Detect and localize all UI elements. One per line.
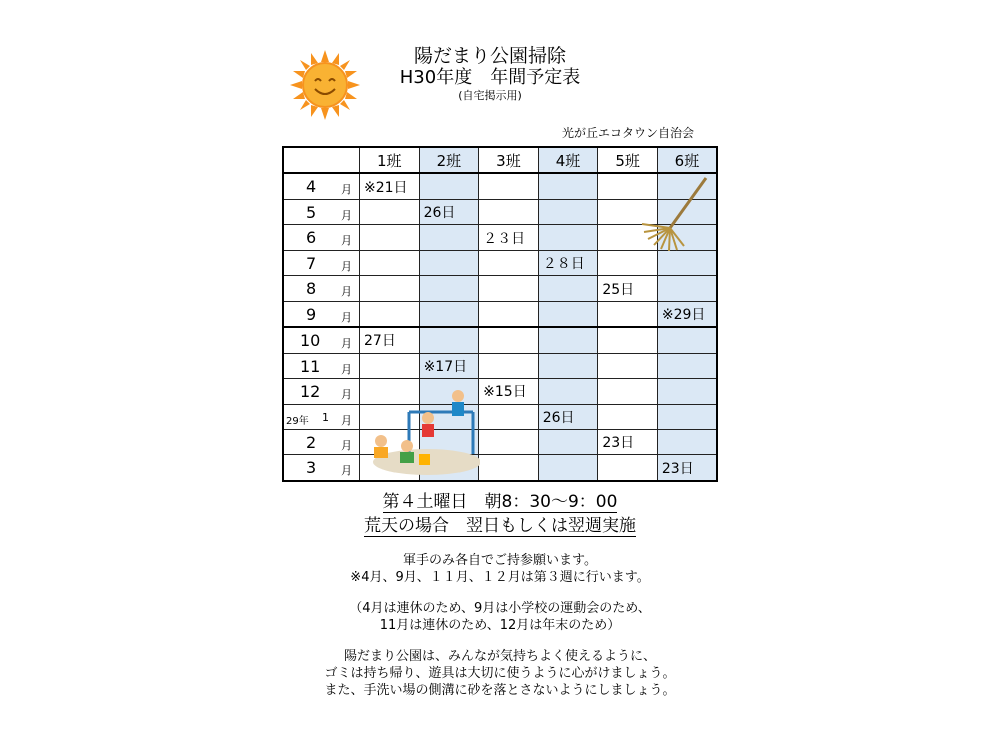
table-row — [283, 404, 717, 429]
month-number: 8 — [306, 279, 317, 299]
schedule-info — [0, 490, 1000, 538]
note-text: 陽だまり公園は、みんなが気持ちよく使えるように、 — [343, 649, 656, 664]
corner-cell — [283, 147, 360, 173]
table-cell — [538, 199, 598, 224]
year-label: 29年 — [286, 415, 309, 427]
table-cell — [538, 276, 598, 301]
table-cell — [479, 199, 539, 224]
month-unit: 月 — [341, 234, 352, 248]
table-cell — [538, 379, 598, 404]
month-number: 10 — [300, 331, 321, 351]
table-cell: ２３日 — [479, 225, 539, 250]
table-cell: 23日 — [598, 430, 658, 455]
table-cell: ※21日 — [360, 173, 420, 199]
month-unit: 月 — [341, 310, 352, 324]
month-cell — [283, 327, 360, 353]
page-subtitle: H30年度 年間予定表 — [399, 67, 581, 88]
page-title: 陽だまり公園掃除 — [413, 45, 566, 67]
table-cell — [479, 301, 539, 327]
month-cell — [283, 404, 360, 429]
table-cell — [598, 455, 658, 481]
note-text: ゴミは持ち帰り、遊具は大切に使うように心がけましょう。 — [324, 666, 676, 681]
table-cell — [657, 250, 717, 275]
month-cell — [283, 250, 360, 275]
table-cell — [538, 327, 598, 353]
month-unit: 月 — [341, 337, 352, 351]
table-cell — [657, 430, 717, 455]
table-cell — [419, 250, 479, 275]
table-cell: 26日 — [419, 199, 479, 224]
table-row — [283, 455, 717, 481]
table-cell — [538, 173, 598, 199]
table-row — [283, 430, 717, 455]
table-cell — [538, 455, 598, 481]
note-text: 11月は連休のため、12月は年末のため） — [379, 618, 621, 633]
table-cell — [479, 353, 539, 378]
table-row — [283, 250, 717, 275]
table-cell: ※17日 — [419, 353, 479, 378]
month-number: 9 — [306, 304, 317, 324]
note-text: また、手洗い場の側溝に砂を落とさないようにしましょう。 — [324, 683, 676, 698]
table-row — [283, 327, 717, 353]
table-cell — [419, 301, 479, 327]
month-unit: 月 — [341, 259, 352, 273]
kids-playing-illustration — [365, 388, 480, 476]
table-cell: 25日 — [598, 276, 658, 301]
table-cell — [598, 353, 658, 378]
table-cell — [479, 173, 539, 199]
table-cell: 26日 — [538, 404, 598, 429]
month-unit: 月 — [341, 464, 352, 478]
month-cell — [283, 455, 360, 481]
table-cell — [538, 353, 598, 378]
month-unit: 月 — [341, 285, 352, 299]
title-block — [330, 45, 650, 103]
table-cell — [657, 276, 717, 301]
month-cell — [283, 173, 360, 199]
table-cell — [360, 353, 420, 378]
table-row — [283, 379, 717, 404]
month-number: 5 — [306, 202, 317, 222]
table-row — [283, 353, 717, 378]
table-header-row — [283, 147, 717, 173]
table-cell — [360, 250, 420, 275]
table-cell — [419, 327, 479, 353]
table-cell — [598, 327, 658, 353]
table-row — [283, 276, 717, 301]
month-unit: 月 — [341, 208, 352, 222]
table-cell — [598, 404, 658, 429]
month-number: 11 — [300, 356, 321, 376]
table-cell — [360, 276, 420, 301]
notes-block — [0, 552, 1000, 713]
table-cell — [479, 276, 539, 301]
table-cell — [419, 276, 479, 301]
month-unit: 月 — [341, 183, 352, 197]
table-cell: 23日 — [657, 455, 717, 481]
page-note: (自宅掲示用) — [458, 89, 522, 102]
table-cell — [479, 430, 539, 455]
column-header: 2班 — [419, 147, 479, 173]
table-cell — [598, 379, 658, 404]
table-cell — [360, 301, 420, 327]
table-cell — [657, 327, 717, 353]
month-cell — [283, 276, 360, 301]
table-cell: ２８日 — [538, 250, 598, 275]
table-cell — [479, 250, 539, 275]
table-cell — [419, 225, 479, 250]
table-cell — [419, 173, 479, 199]
table-cell — [538, 225, 598, 250]
rake-icon — [640, 176, 712, 252]
rain-line: 荒天の場合 翌日もしくは翌週実施 — [364, 516, 636, 536]
month-cell — [283, 199, 360, 224]
month-number: 2 — [306, 433, 317, 452]
table-cell — [538, 430, 598, 455]
table-cell — [598, 250, 658, 275]
table-cell — [657, 353, 717, 378]
table-cell — [657, 379, 717, 404]
table-cell — [360, 199, 420, 224]
time-line: 第４土曜日 朝8：30〜9：00 — [382, 492, 618, 512]
month-cell — [283, 353, 360, 378]
table-cell: 27日 — [360, 327, 420, 353]
month-cell — [283, 301, 360, 327]
month-cell — [283, 225, 360, 250]
table-cell — [657, 404, 717, 429]
table-cell: ※15日 — [479, 379, 539, 404]
month-unit: 月 — [341, 439, 352, 452]
month-number: 6 — [306, 228, 317, 248]
column-header: 3班 — [479, 147, 539, 173]
month-number: 4 — [306, 177, 317, 197]
table-cell: ※29日 — [657, 301, 717, 327]
column-header: 6班 — [657, 147, 717, 173]
table-row — [283, 301, 717, 327]
table-cell — [360, 225, 420, 250]
month-cell — [283, 379, 360, 404]
month-unit: 月 — [341, 362, 352, 376]
month-number: 12 — [300, 382, 321, 402]
table-cell — [479, 327, 539, 353]
note-text: 軍手のみ各自でご持参願います。 — [403, 553, 597, 568]
month-number: 3 — [306, 458, 317, 478]
month-number: 1 — [322, 410, 329, 424]
month-unit: 月 — [341, 388, 352, 402]
table-cell — [479, 455, 539, 481]
organization-name: 光が丘エコタウン自治会 — [562, 126, 695, 140]
table-cell — [538, 301, 598, 327]
note-text: ※4月、9月、１１月、１２月は第３週に行います。 — [350, 570, 650, 585]
month-number: 7 — [306, 253, 317, 273]
column-header: 5班 — [598, 147, 658, 173]
column-header: 4班 — [538, 147, 598, 173]
table-cell — [598, 301, 658, 327]
table-cell — [479, 404, 539, 429]
column-header: 1班 — [360, 147, 420, 173]
month-unit: 月 — [341, 413, 352, 427]
month-cell — [283, 430, 360, 455]
note-text: （4月は連休のため、9月は小学校の運動会のため、 — [349, 601, 651, 616]
